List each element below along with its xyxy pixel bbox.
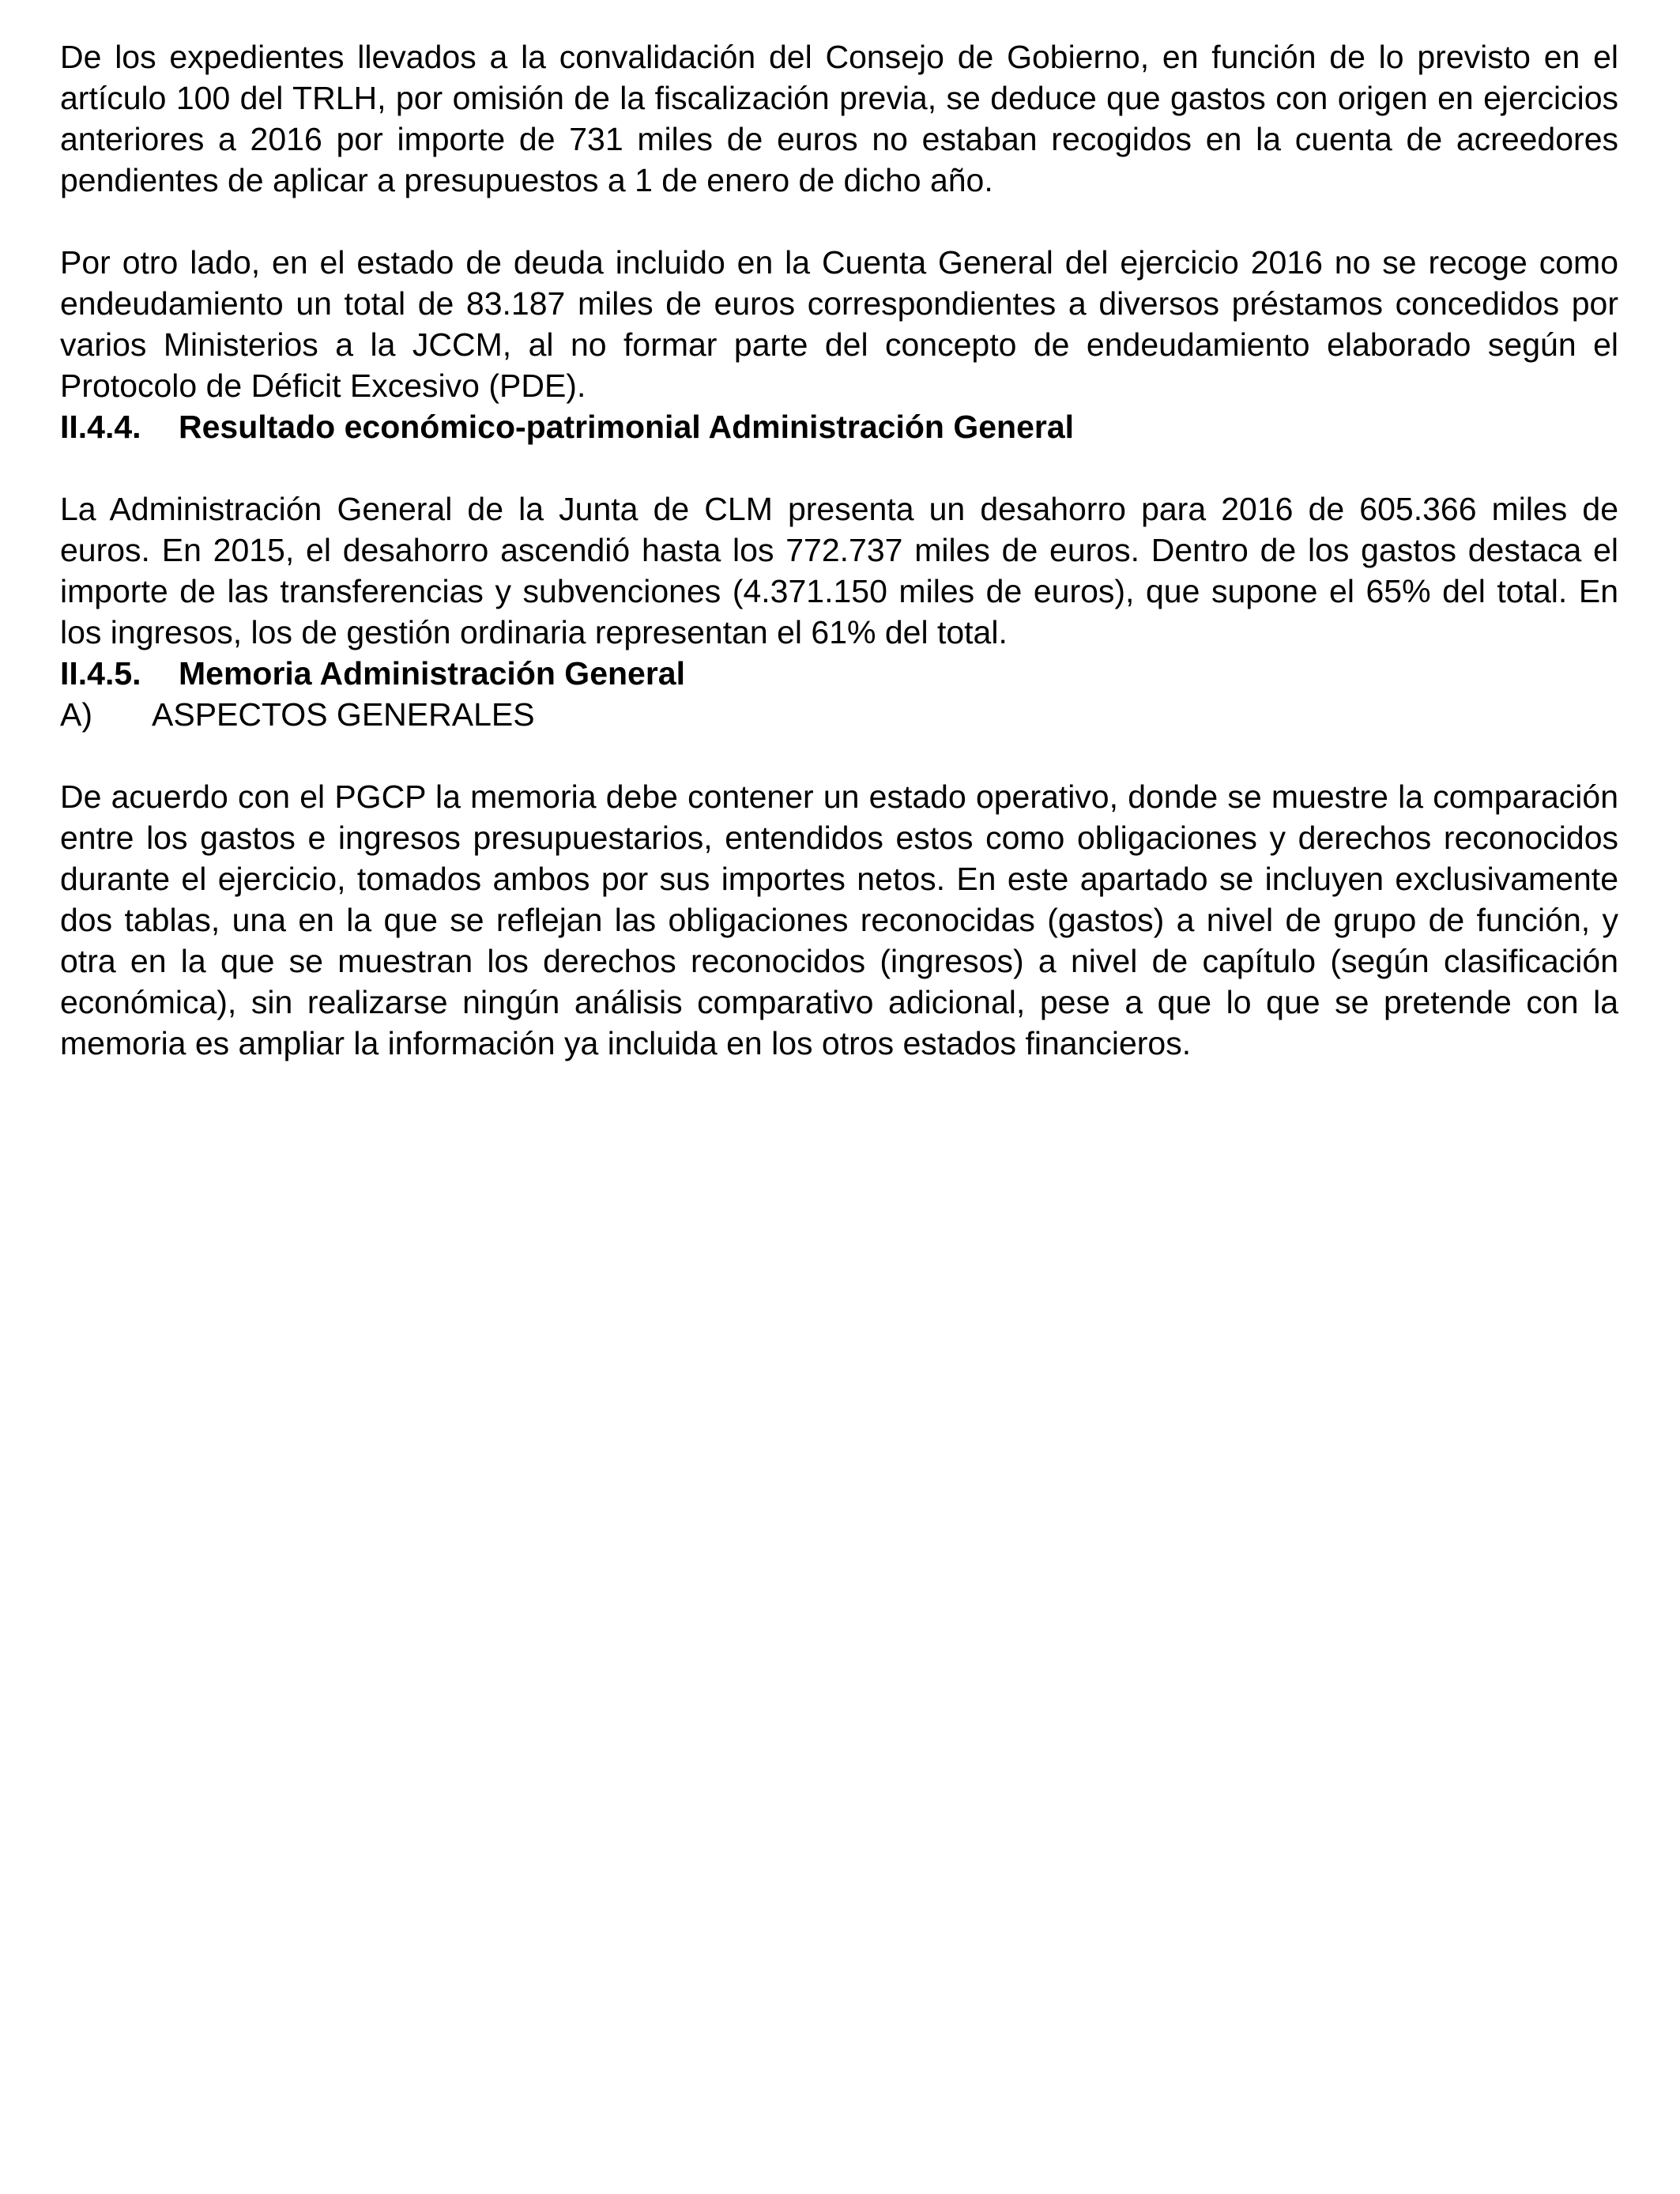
- section-title: Resultado económico-patrimonial Administración General: [179, 409, 1075, 445]
- document-page: [60, 36, 1618, 1064]
- section-heading-memoria: [60, 653, 1618, 694]
- paragraph-memoria-pgcp: De acuerdo con el PGCP la memoria debe contener un estado operativo, donde se muestre la comparación entre los gastos e ingresos presupuestarios, entendidos estos como obligaciones y derechos reconocidos durante el ejercicio, tomados ambos por sus importes netos. En este apartado se incluyen exclusivamente dos tablas, una en la que se reflejan las obligaciones reconocidas (gastos) a nivel de grupo de función, y otra en la que se muestran los derechos reconocidos (ingresos) a nivel de capítulo (según clasificación económica), sin realizarse ningún análisis comparativo adicional, pese a que lo que se pretende con la memoria es ampliar la información ya incluida en los otros estados financieros.: [60, 778, 1618, 1061]
- section-number: II.4.4.: [60, 409, 141, 445]
- section-heading-resultado: [60, 406, 1618, 447]
- section-number: II.4.5.: [60, 655, 141, 692]
- subsection-letter: A): [60, 696, 92, 733]
- paragraph-expedientes: De los expedientes llevados a la convalidación del Consejo de Gobierno, en función de lo previsto en el artículo 100 del TRLH, por omisión de la fiscalización previa, se deduce que gastos con origen en ejercicios anteriores a 2016 por importe de 731 miles de euros no estaban recogidos en la cuenta de acreedores pendientes de aplicar a presupuestos a 1 de enero de dicho año.: [60, 39, 1618, 198]
- subsection-heading-aspectos: [60, 694, 1618, 735]
- paragraph-estado-deuda: Por otro lado, en el estado de deuda incluido en la Cuenta General del ejercicio 2016 no se recoge como endeudamiento un total de 83.187 miles de euros correspondientes a diversos préstamos concedidos por varios Ministerios a la JCCM, al no formar parte del concepto de endeudamiento elaborado según el Protocolo de Déficit Excesivo (PDE).: [60, 244, 1618, 404]
- paragraph-desahorro: La Administración General de la Junta de CLM presenta un desahorro para 2016 de 605.366 miles de euros. En 2015, el desahorro ascendió hasta los 772.737 miles de euros. Dentro de los gastos destaca el importe de las transferencias y subvenciones (4.371.150 miles de euros), que supone el 65% del total. En los ingresos, los de gestión ordinaria representan el 61% del total.: [60, 491, 1618, 650]
- section-title: Memoria Administración General: [179, 655, 685, 692]
- subsection-title: ASPECTOS GENERALES: [152, 696, 535, 733]
